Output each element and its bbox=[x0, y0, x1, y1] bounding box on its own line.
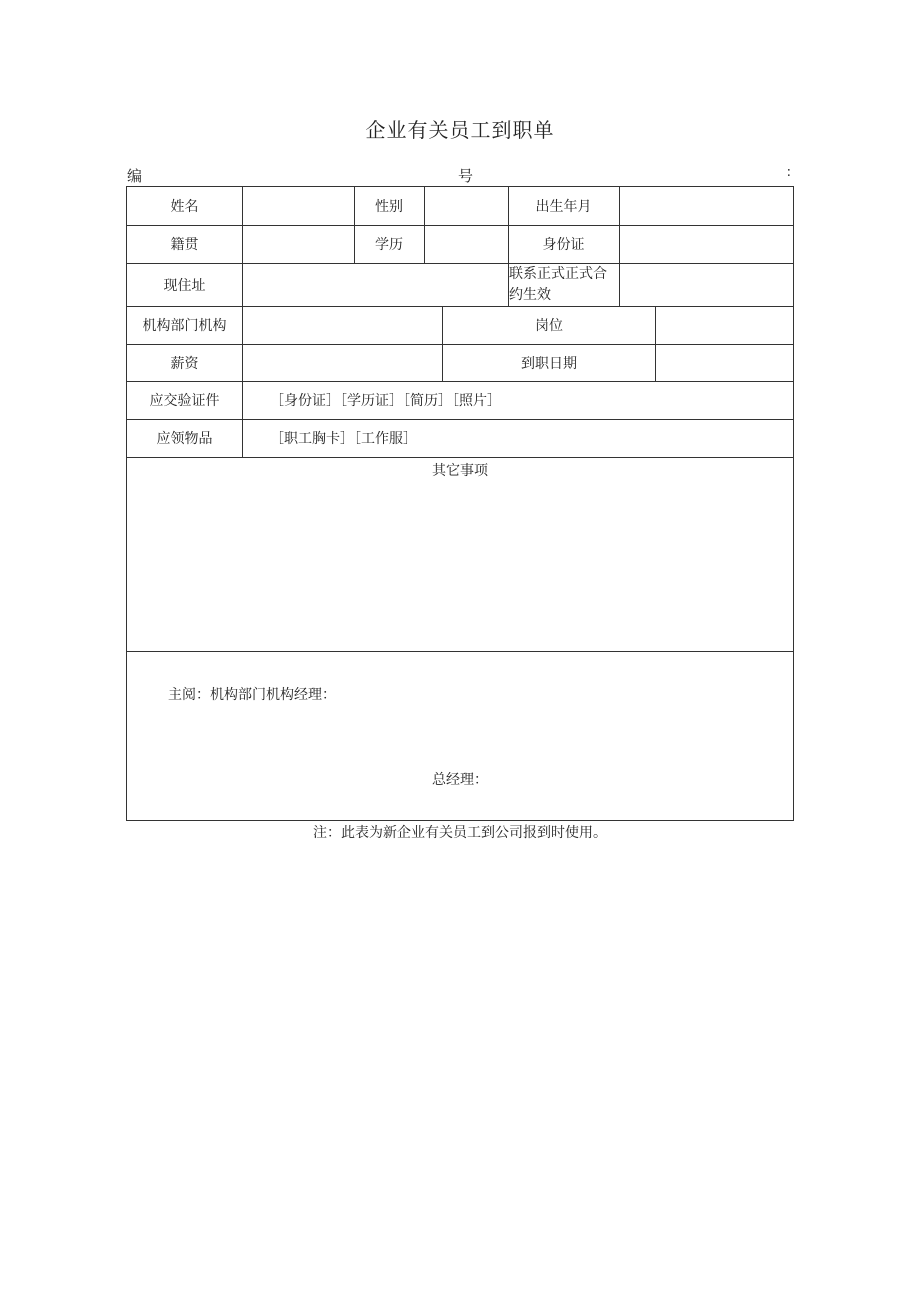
contract-value-cell[interactable] bbox=[620, 263, 793, 306]
birth-label: 出生年月 bbox=[535, 199, 592, 215]
other-matters-area[interactable] bbox=[127, 483, 793, 649]
name-value-cell[interactable] bbox=[243, 187, 354, 225]
footnote: 注：此表为新企业有关员工到公司报到时使用。 bbox=[313, 825, 607, 841]
documents-label: 应交验证件 bbox=[149, 393, 220, 409]
row-divider bbox=[127, 457, 793, 458]
items-label: 应领物品 bbox=[156, 431, 213, 447]
gender-value-cell[interactable] bbox=[425, 187, 508, 225]
department-label: 机构部门机构 bbox=[142, 318, 227, 334]
name-label: 姓名 bbox=[170, 199, 199, 215]
id-card-value-cell[interactable] bbox=[620, 225, 793, 263]
salary-value-cell[interactable] bbox=[243, 344, 442, 381]
id-card-label: 身份证 bbox=[542, 237, 585, 253]
start-date-value-cell[interactable] bbox=[656, 344, 793, 381]
serial-colon: : bbox=[786, 165, 791, 180]
contract-label: 联系正式正式合约生效 bbox=[509, 266, 607, 303]
other-matters-label: 其它事项 bbox=[432, 463, 488, 479]
native-place-label: 籍贯 bbox=[170, 237, 199, 253]
documents-value: ［身份证］［学历证］［简历］［照片］ bbox=[270, 393, 501, 409]
education-label: 学历 bbox=[375, 237, 403, 253]
address-value-cell[interactable] bbox=[243, 263, 508, 306]
position-label: 岗位 bbox=[535, 318, 563, 334]
serial-label-part2: 号 bbox=[458, 167, 474, 185]
start-date-label: 到职日期 bbox=[521, 355, 577, 372]
page-title: 企业有关员工到职单 bbox=[365, 118, 555, 142]
gender-label: 性别 bbox=[375, 199, 403, 215]
department-value-cell[interactable] bbox=[243, 306, 442, 344]
general-manager-review: 总经理： bbox=[432, 772, 488, 788]
salary-label: 薪资 bbox=[170, 355, 199, 372]
dept-manager-review: 主阅：机构部门机构经理： bbox=[168, 687, 336, 703]
address-label: 现住址 bbox=[163, 277, 206, 294]
serial-number-line bbox=[127, 165, 793, 185]
row-divider bbox=[127, 651, 793, 652]
birth-value-cell[interactable] bbox=[620, 187, 793, 225]
position-value-cell[interactable] bbox=[656, 306, 793, 344]
items-value: ［职工胸卡］［工作服］ bbox=[270, 431, 417, 447]
native-place-value-cell[interactable] bbox=[243, 225, 354, 263]
education-value-cell[interactable] bbox=[425, 225, 508, 263]
serial-label-part1: 编 bbox=[127, 167, 143, 185]
onboarding-form-table bbox=[126, 186, 794, 821]
